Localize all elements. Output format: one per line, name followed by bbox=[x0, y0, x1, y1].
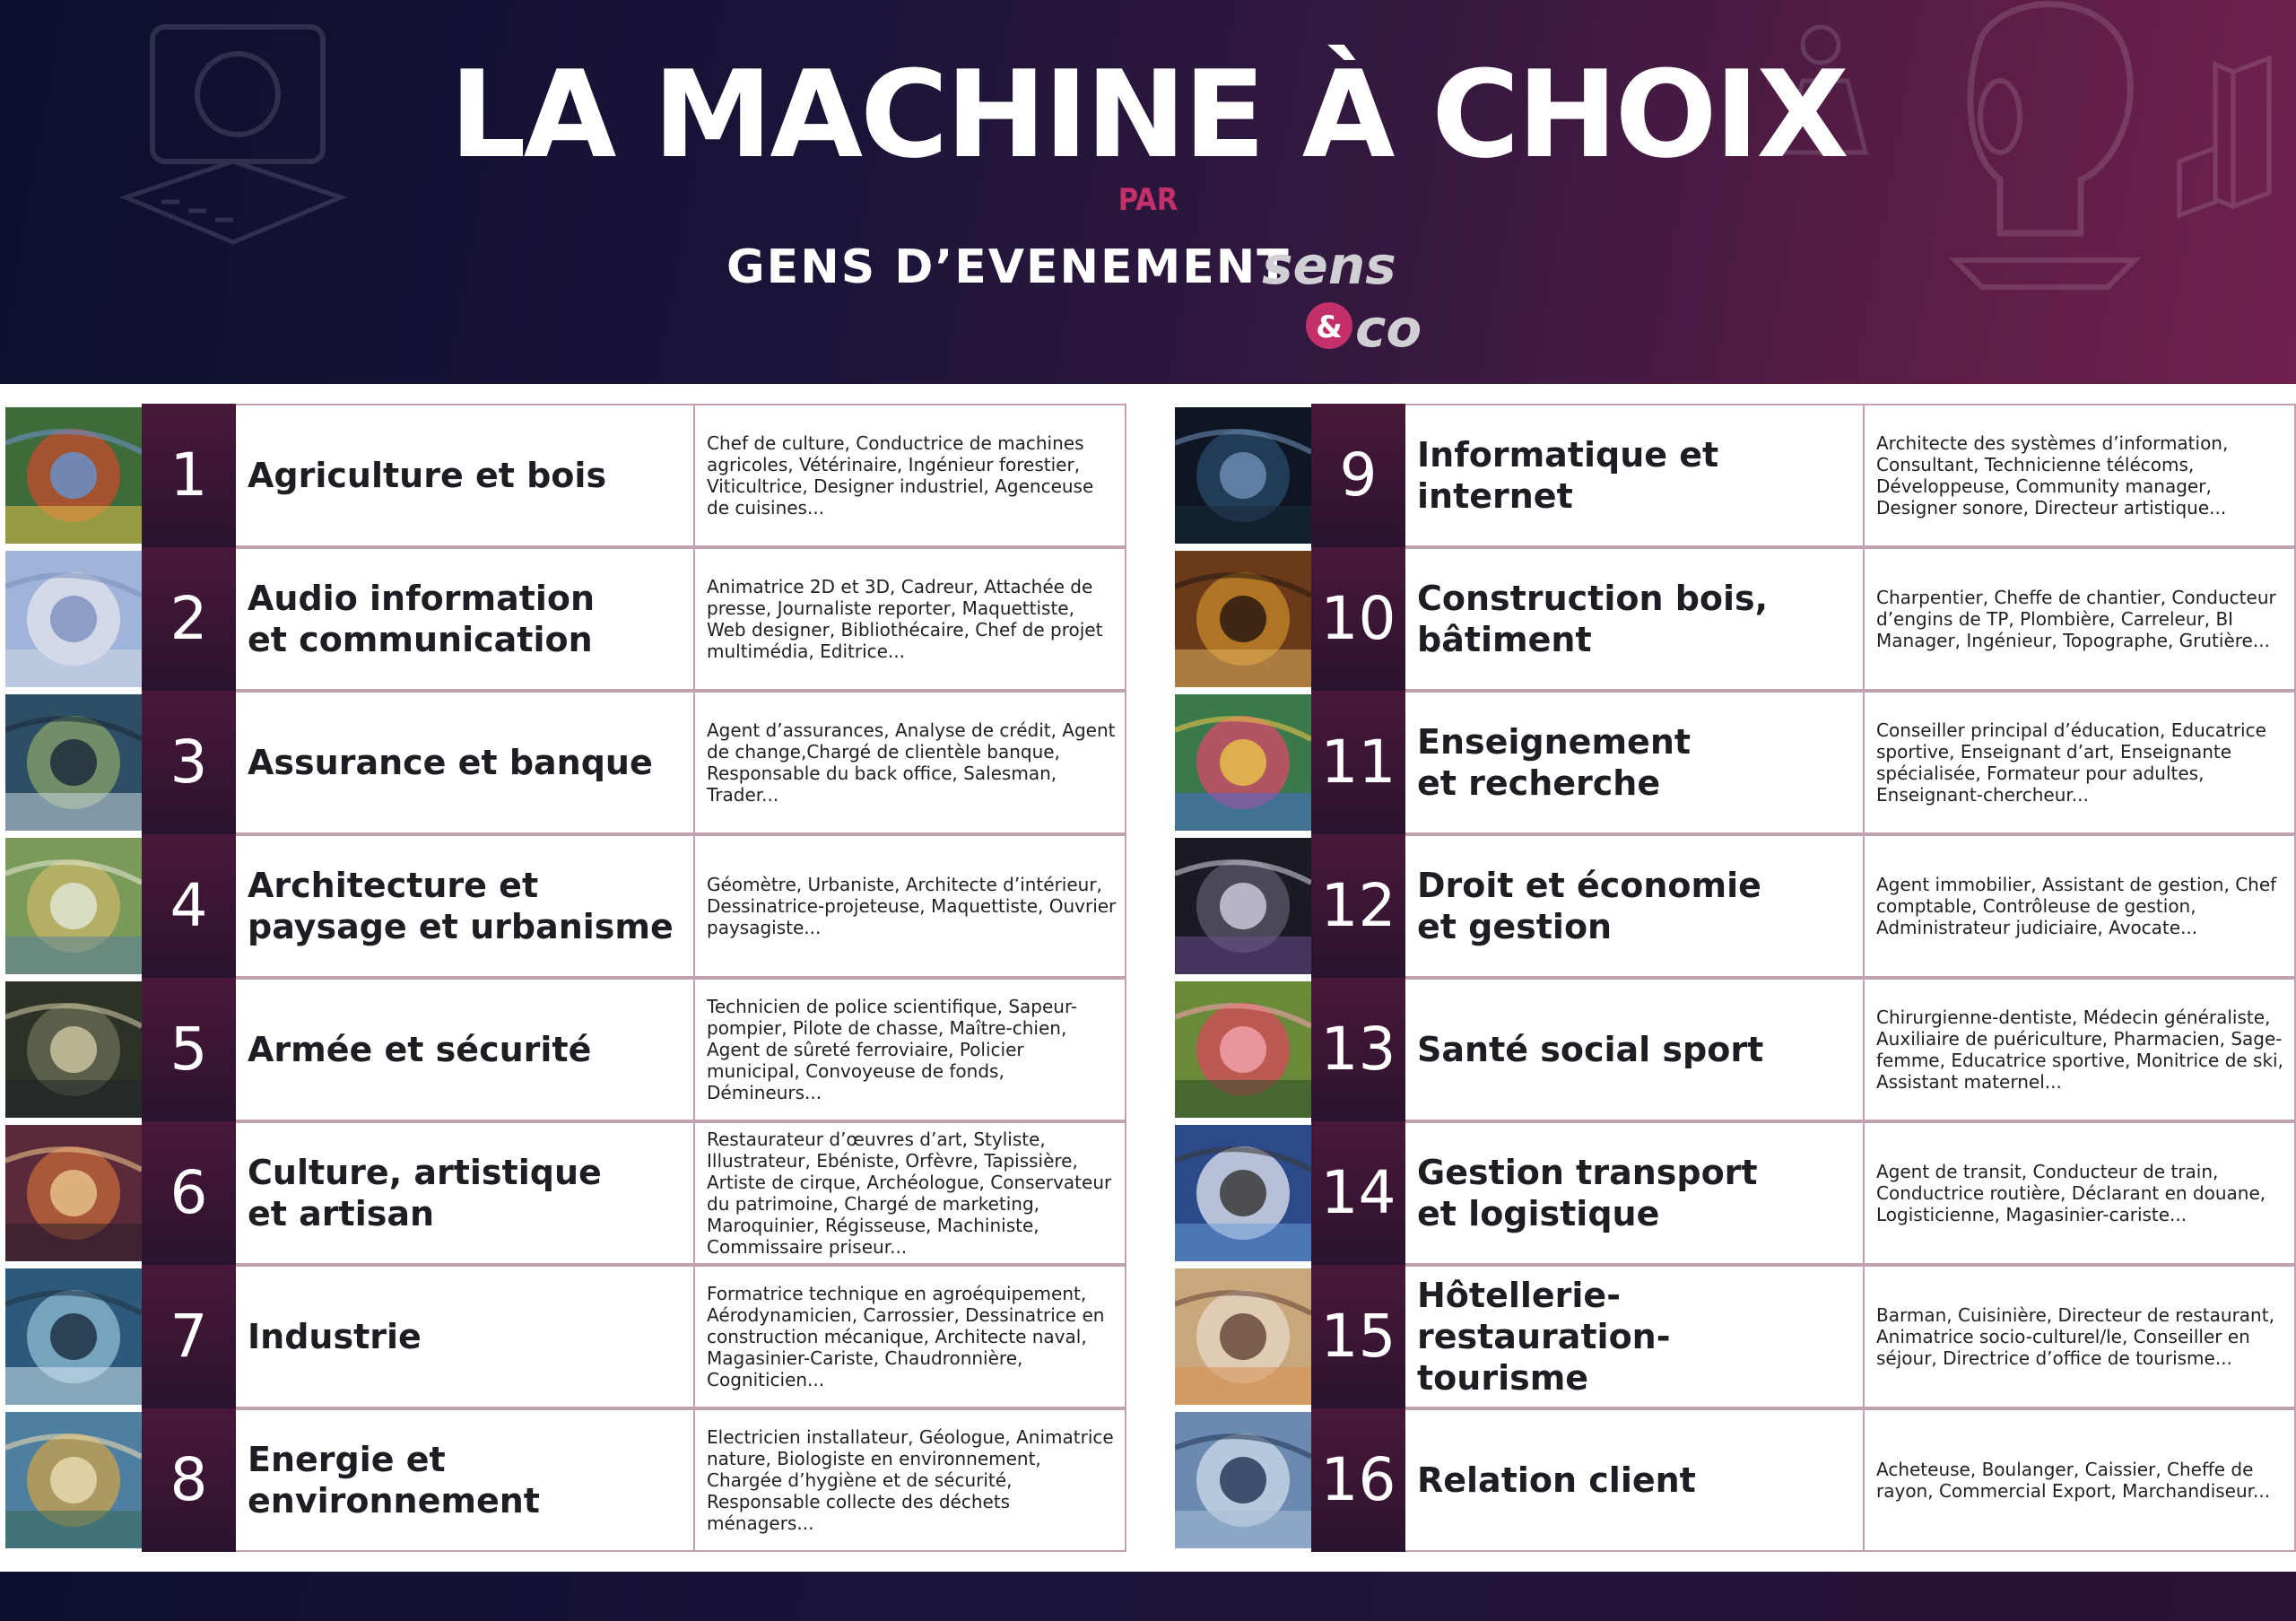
category-number: 13 bbox=[1320, 1015, 1396, 1084]
category-row bbox=[1175, 404, 2296, 547]
category-jobs: Conseiller principal d’éducation, Educatrice sportive, Enseignant d’art, Enseignante spécialisée, Formateur pour adultes, Enseignant-chercheur... bbox=[1863, 691, 2296, 834]
category-illustration bbox=[1175, 551, 1311, 687]
category-image bbox=[1175, 694, 1311, 831]
category-jobs: Agent de transit, Conducteur de train, Conductrice routière, Déclarant en douane, Logisticienne, Magasinier-cariste... bbox=[1863, 1121, 2296, 1265]
category-row bbox=[1175, 1265, 2296, 1408]
category-image bbox=[5, 838, 142, 974]
organizer-name: GENS D’EVENEMENT bbox=[726, 240, 1291, 294]
category-number: 9 bbox=[1339, 440, 1378, 510]
category-row bbox=[5, 1121, 1126, 1265]
category-image bbox=[5, 1268, 142, 1405]
category-image bbox=[1175, 551, 1311, 687]
category-title: Droit et économie et gestion bbox=[1417, 866, 1761, 946]
category-row bbox=[5, 547, 1126, 691]
category-jobs: Restaurateur d’œuvres d’art, Styliste, Illustrateur, Ebéniste, Orfèvre, Tapissière, Artiste de cirque, Archéologue, Conservateur du patrimoine, Chargé de marketing, Maroquinier, Régisseuse, Machiniste, Commissaire priseur... bbox=[693, 1121, 1126, 1265]
category-title: Assurance et banque bbox=[248, 743, 653, 782]
category-number: 10 bbox=[1320, 584, 1396, 653]
category-title: Armée et sécurité bbox=[248, 1030, 592, 1069]
category-title: Construction bois, bâtiment bbox=[1417, 579, 1769, 659]
category-jobs: Agent d’assurances, Analyse de crédit, Agent de change,Chargé de clientèle banque, Responsable du back office, Salesman, Trader... bbox=[693, 691, 1126, 834]
category-number: 16 bbox=[1320, 1445, 1396, 1514]
category-title: Santé social sport bbox=[1417, 1030, 1764, 1069]
category-jobs: Animatrice 2D et 3D, Cadreur, Attachée de presse, Journaliste reporter, Maquettiste, Web designer, Bibliothécaire, Chef de projet multimédia, Editrice... bbox=[693, 547, 1126, 691]
category-jobs: Acheteuse, Boulanger, Caissier, Cheffe de rayon, Commercial Export, Marchandiseur... bbox=[1863, 1408, 2296, 1552]
category-row bbox=[1175, 978, 2296, 1121]
category-title: Energie et environnement bbox=[248, 1440, 540, 1521]
category-image bbox=[5, 1125, 142, 1261]
category-number: 8 bbox=[170, 1445, 208, 1514]
category-jobs: Charpentier, Cheffe de chantier, Conducteur d’engins de TP, Plombière, Carreleur, BI Manager, Ingénieur, Topographe, Grutière... bbox=[1863, 547, 2296, 691]
category-row bbox=[5, 1265, 1126, 1408]
category-title: Audio information et communication bbox=[248, 579, 596, 659]
category-illustration bbox=[1175, 981, 1311, 1118]
category-jobs: Géomètre, Urbaniste, Architecte d’intérieur, Dessinatrice-projeteuse, Maquettiste, Ouvrier paysagiste... bbox=[693, 834, 1126, 978]
category-row bbox=[5, 978, 1126, 1121]
category-title: Architecture et paysage et urbanisme bbox=[248, 866, 674, 946]
category-illustration bbox=[5, 1268, 142, 1405]
category-image bbox=[5, 981, 142, 1118]
category-title: Relation client bbox=[1417, 1460, 1696, 1500]
category-illustration bbox=[5, 551, 142, 687]
category-title: Agriculture et bois bbox=[248, 456, 607, 495]
category-title: Hôtellerie-restauration- tourisme bbox=[1417, 1276, 1671, 1398]
category-title: Industrie bbox=[248, 1317, 422, 1356]
category-illustration bbox=[5, 838, 142, 974]
header-banner bbox=[0, 0, 2296, 384]
category-number: 3 bbox=[170, 728, 208, 797]
category-number: 4 bbox=[170, 871, 208, 940]
category-image bbox=[1175, 1268, 1311, 1405]
category-number: 1 bbox=[170, 440, 208, 510]
category-number: 7 bbox=[170, 1302, 208, 1371]
category-number: 15 bbox=[1320, 1302, 1396, 1371]
category-illustration bbox=[5, 1412, 142, 1548]
footer-band bbox=[0, 1572, 2296, 1621]
category-jobs: Architecte des systèmes d’information, Consultant, Technicienne télécoms, Développeuse, Community manager, Designer sonore, Directeur artistique... bbox=[1863, 404, 2296, 547]
category-number: 12 bbox=[1320, 871, 1396, 940]
svg-text:co: co bbox=[1355, 298, 1422, 357]
category-image bbox=[5, 1412, 142, 1548]
category-jobs: Chirurgienne-dentiste, Médecin généraliste, Auxiliaire de puériculture, Pharmacien, Sage-femme, Educatrice sportive, Monitrice de ski, Assistant maternel... bbox=[1863, 978, 2296, 1121]
svg-text:&: & bbox=[1316, 309, 1343, 345]
category-row bbox=[1175, 1408, 2296, 1552]
right-category-column bbox=[1175, 404, 2296, 1556]
category-image bbox=[1175, 1412, 1311, 1548]
category-row bbox=[5, 691, 1126, 834]
category-number: 14 bbox=[1320, 1158, 1396, 1227]
page-title: LA MACHINE À CHOIX bbox=[449, 45, 1847, 185]
category-image bbox=[1175, 1125, 1311, 1261]
category-jobs: Technicien de police scientifique, Sapeur-pompier, Pilote de chasse, Maître-chien, Agent de sûreté ferroviaire, Policier municipal, Convoyeuse de fonds, Démineurs... bbox=[693, 978, 1126, 1121]
category-row bbox=[5, 1408, 1126, 1552]
category-row bbox=[1175, 691, 2296, 834]
category-title: Culture, artistique et artisan bbox=[248, 1153, 602, 1233]
category-title: Informatique et internet bbox=[1417, 435, 1719, 516]
category-title: Gestion transport et logistique bbox=[1417, 1153, 1758, 1233]
category-illustration bbox=[5, 407, 142, 544]
category-illustration bbox=[1175, 694, 1311, 831]
category-number: 11 bbox=[1320, 728, 1396, 797]
category-illustration bbox=[1175, 1125, 1311, 1261]
category-jobs: Agent immobilier, Assistant de gestion, Chef comptable, Contrôleuse de gestion, Administrateur judiciaire, Avocate... bbox=[1863, 834, 2296, 978]
category-row bbox=[1175, 547, 2296, 691]
category-illustration bbox=[5, 981, 142, 1118]
category-image bbox=[5, 694, 142, 831]
category-image bbox=[1175, 407, 1311, 544]
category-illustration bbox=[5, 694, 142, 831]
category-image bbox=[5, 551, 142, 687]
category-jobs: Formatrice technique en agroéquipement, Aérodynamicien, Carrossier, Dessinatrice en construction mécanique, Architecte naval, Magasinier-Cariste, Chaudronnière, Cogniticien... bbox=[693, 1265, 1126, 1408]
category-image bbox=[5, 407, 142, 544]
category-number: 2 bbox=[170, 584, 208, 653]
category-image bbox=[1175, 838, 1311, 974]
category-row bbox=[1175, 1121, 2296, 1265]
category-number: 6 bbox=[170, 1158, 208, 1227]
category-title: Enseignement et recherche bbox=[1417, 722, 1692, 803]
category-jobs: Chef de culture, Conductrice de machines agricoles, Vétérinaire, Ingénieur forestier, Viticultrice, Designer industriel, Agenceuse de cuisines... bbox=[693, 404, 1126, 547]
category-illustration bbox=[5, 1125, 142, 1261]
sens-co-logo bbox=[1260, 240, 1439, 357]
category-row bbox=[5, 834, 1126, 978]
category-jobs: Electricien installateur, Géologue, Animatrice nature, Biologiste en environnement, Chargée d’hygiène et de sécurité, Responsable collecte des déchets ménagers... bbox=[693, 1408, 1126, 1552]
category-illustration bbox=[1175, 1412, 1311, 1548]
category-row bbox=[1175, 834, 2296, 978]
category-row bbox=[5, 404, 1126, 547]
category-image bbox=[1175, 981, 1311, 1118]
left-category-column bbox=[5, 404, 1126, 1556]
category-number: 5 bbox=[170, 1015, 208, 1084]
par-label: PAR bbox=[1118, 182, 1178, 218]
svg-text:sens: sens bbox=[1262, 240, 1396, 296]
category-jobs: Barman, Cuisinière, Directeur de restaurant, Animatrice socio-culturel/le, Conseiller en séjour, Directrice d’office de tourisme... bbox=[1863, 1265, 2296, 1408]
category-illustration bbox=[1175, 1268, 1311, 1405]
category-illustration bbox=[1175, 407, 1311, 544]
category-illustration bbox=[1175, 838, 1311, 974]
